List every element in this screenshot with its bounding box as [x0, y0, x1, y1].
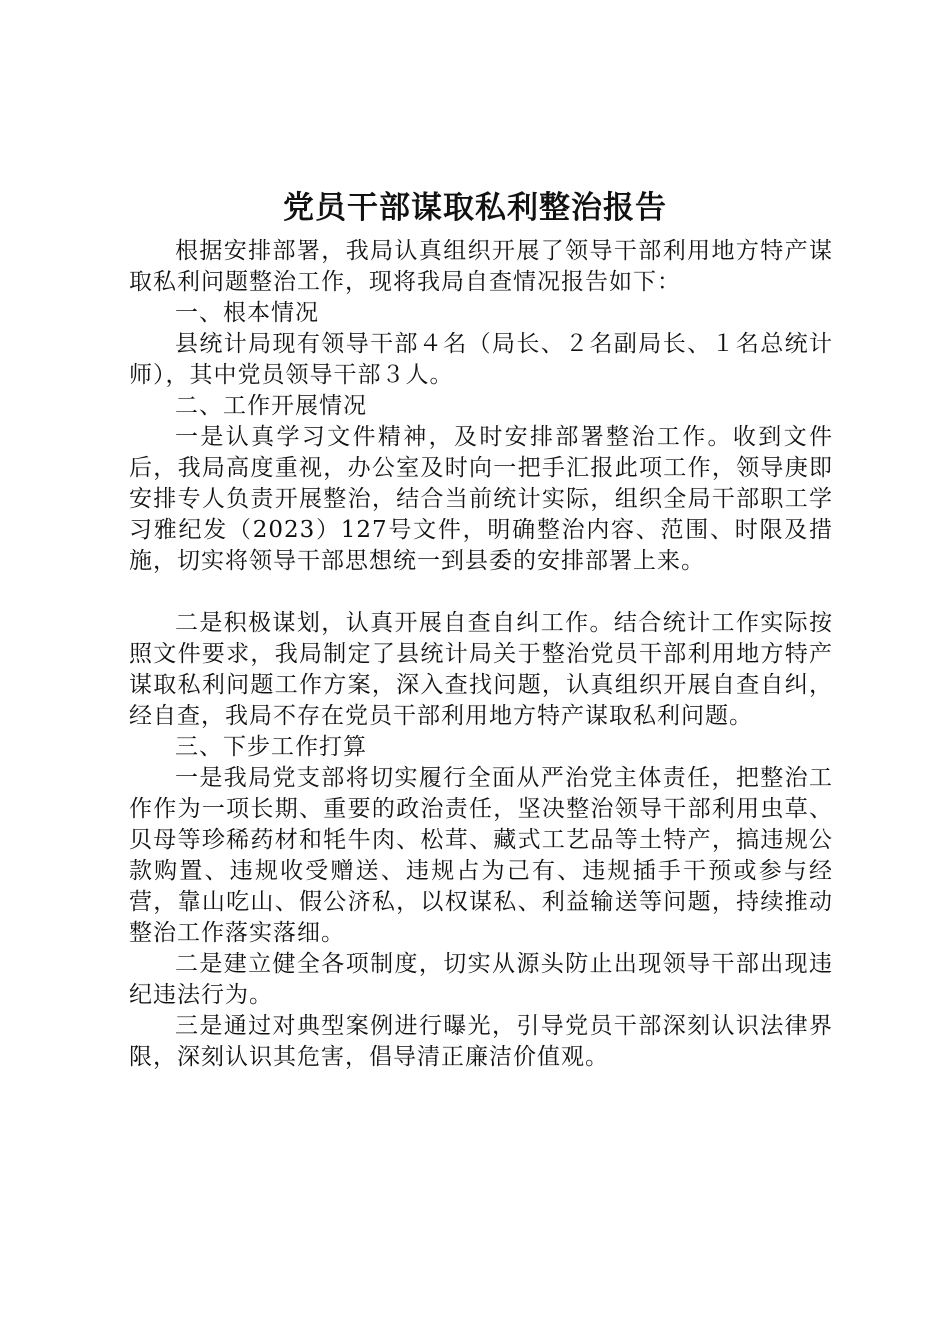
section-heading-work: 二、工作开展情况: [175, 393, 367, 419]
intro-paragraph: 根据安排部署，我局认真组织开展了领导干部利用地方特产谋取私利问题整治工作，现将我局自查情况报告如下：: [129, 238, 833, 295]
section-heading-plan: 三、下步工作打算: [175, 734, 367, 760]
document-title: 党员干部谋取私利整治报告: [283, 190, 667, 226]
plan-paragraph-2: 二是建立健全各项制度，切实从源头防止出现领导干部出现违纪违法行为。: [129, 951, 833, 1008]
section-heading-basic: 一、根本情况: [175, 300, 319, 326]
paragraph-gap: [129, 577, 833, 608]
plan-paragraph-1: 一是我局党支部将切实履行全面从严治党主体责任，把整治工作作为一项长期、重要的政治责任，坚决整治领导干部利用虫草、贝母等珍稀药材和牦牛肉、松茸、藏式工艺品等土特产，搞违规公款购置、违规收受赠送、违规占为己有、违规插手干预或参与经营，靠山吃山、假公济私，以权谋私、利益输送等问题，持续推动整治工作落实落细。: [129, 765, 833, 946]
work-paragraph-2: 二是积极谋划，认真开展自查自纠工作。结合统计工作实际按照文件要求，我局制定了县统计局关于整治党员干部利用地方特产谋取私利问题工作方案，深入查找问题，认真组织开展自查自纠，经自查，我局不存在党员干部利用地方特产谋取私利问题。: [129, 610, 833, 729]
plan-paragraph-3: 三是通过对典型案例进行曝光，引导党员干部深刻认识法律界限，深刻认识其危害，倡导清正廉洁价值观。: [129, 1013, 833, 1070]
basic-info-paragraph: 县统计局现有领导干部４名（局长、２名副局长、１名总统计师），其中党员领导干部３人。: [129, 331, 833, 388]
document-body: [129, 236, 833, 1073]
work-paragraph-1: 一是认真学习文件精神，及时安排部署整治工作。收到文件后，我局高度重视，办公室及时向一把手汇报此项工作，领导庚即安排专人负责开展整治，结合当前统计实际，组织全局干部职工学习雅纪发（2023）127号文件，明确整治内容、范围、时限及措施，切实将领导干部思想统一到县委的安排部署上来。: [129, 424, 833, 574]
